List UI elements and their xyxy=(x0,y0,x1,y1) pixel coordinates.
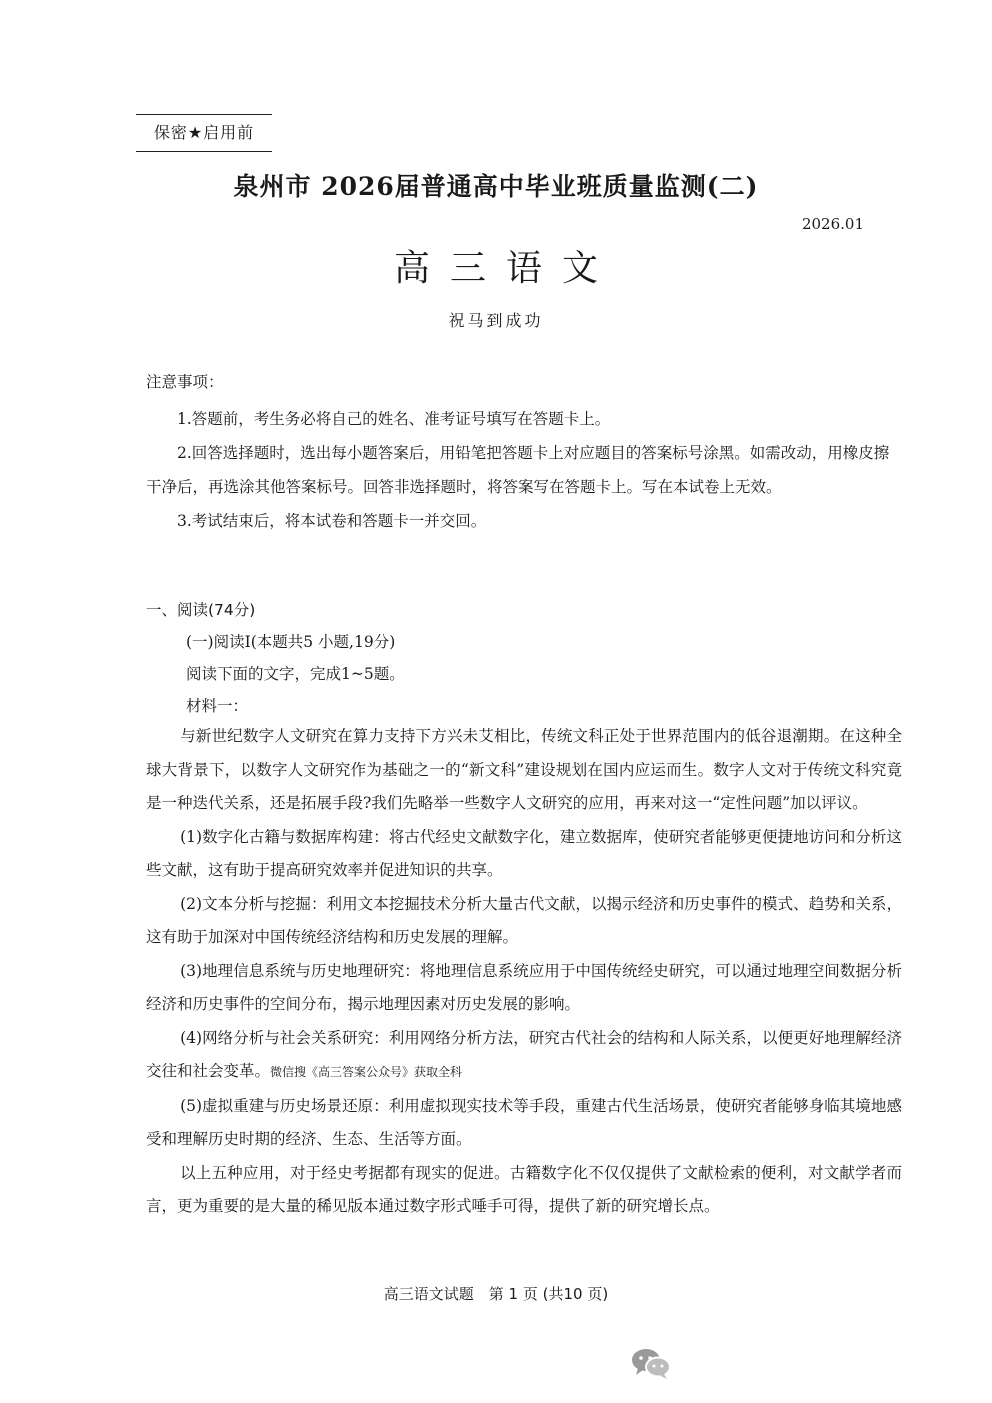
paragraph-text: (4)网络分析与社会关系研究：利用网络分析方法，研究古代社会的结构和人际关系，以便更好地理解经济交往和社会变革。 xyxy=(146,1028,902,1080)
notice-item: 2.回答选择题时，选出每小题答案后，用铅笔把答题卡上对应题目的答案标号涂黑。如需改动，用橡皮擦干净后，再选涂其他答案标号。回答非选择题时，将答案写在答题卡上。写在本试卷上无效。 xyxy=(146,444,890,496)
paragraph-with-promo xyxy=(146,1022,902,1090)
notice-heading: 注意事项： xyxy=(146,373,224,391)
exam-date: 2026.01 xyxy=(801,215,864,233)
paragraph: 以上五种应用，对于经史考据都有现实的促进。古籍数字化不仅仅提供了文献检索的便利，对文献学者而言，更为重要的是大量的稀见版本通过数字形式唾手可得，提供了新的研究增长点。 xyxy=(146,1163,902,1215)
notice-item: 1.答题前，考生务必将自己的姓名、准考证号填写在答题卡上。 xyxy=(177,410,611,428)
confidential-label: 保密★启用前 xyxy=(136,114,272,152)
exam-title: 泉州市 2026届普通高中毕业班质量监测(二) xyxy=(233,172,759,201)
subject-title: 高三语文 xyxy=(393,248,618,289)
promo-text: 微信搜《高三答案公众号》获取全科 xyxy=(270,1065,463,1079)
subsection-title: (一)阅读Ⅰ(本题共5 小题,19分) xyxy=(186,633,396,651)
wish-text: 祝马到成功 xyxy=(448,311,544,330)
paragraph: (5)虚拟重建与历史场景还原：利用虚拟现实技术等手段，重建古代生活场景，使研究者能够身临其境地感受和理解历史时期的经济、生态、生活等方面。 xyxy=(146,1096,902,1148)
paragraph: (2)文本分析与挖掘：利用文本挖掘技术分析大量古代文献，以揭示经济和历史事件的模式、趋势和关系，这有助于加深对中国传统经济结构和历史发展的理解。 xyxy=(146,894,902,946)
material-label: 材料一： xyxy=(186,697,249,715)
paragraph: (3)地理信息系统与历史地理研究：将地理信息系统应用于中国传统经史研究，可以通过地理空间数据分析经济和历史事件的空间分布，揭示地理因素对历史发展的影响。 xyxy=(146,961,902,1013)
instruction-text: 阅读下面的文字，完成1~5题。 xyxy=(186,665,405,683)
paragraph: (1)数字化古籍与数据库构建：将古代经史文献数字化，建立数据库，使研究者能够更便捷地访问和分析这些文献，这有助于提高研究效率并促进知识的共享。 xyxy=(146,827,902,879)
notice-section xyxy=(146,370,902,538)
page-footer: 高三语文试题 第 1 页 (共10 页) xyxy=(383,1285,609,1303)
section-title: 一、阅读(74分) xyxy=(146,601,256,619)
wechat-icon xyxy=(630,1346,672,1380)
paragraph: 与新世纪数字人文研究在算力支持下方兴未艾相比，传统文科正处于世界范围内的低谷退潮期。在这种全球大背景下，以数字人文研究作为基础之一的“新文科”建设规划在国内应运而生。数字人文对于传统文科究竟是一种迭代关系，还是拓展手段?我们先略举一些数字人文研究的应用，再来对这一“定性问题”加以评议。 xyxy=(146,727,902,812)
notice-item: 3.考试结束后，将本试卷和答题卡一并交回。 xyxy=(177,512,487,530)
reading-section xyxy=(146,598,902,1224)
